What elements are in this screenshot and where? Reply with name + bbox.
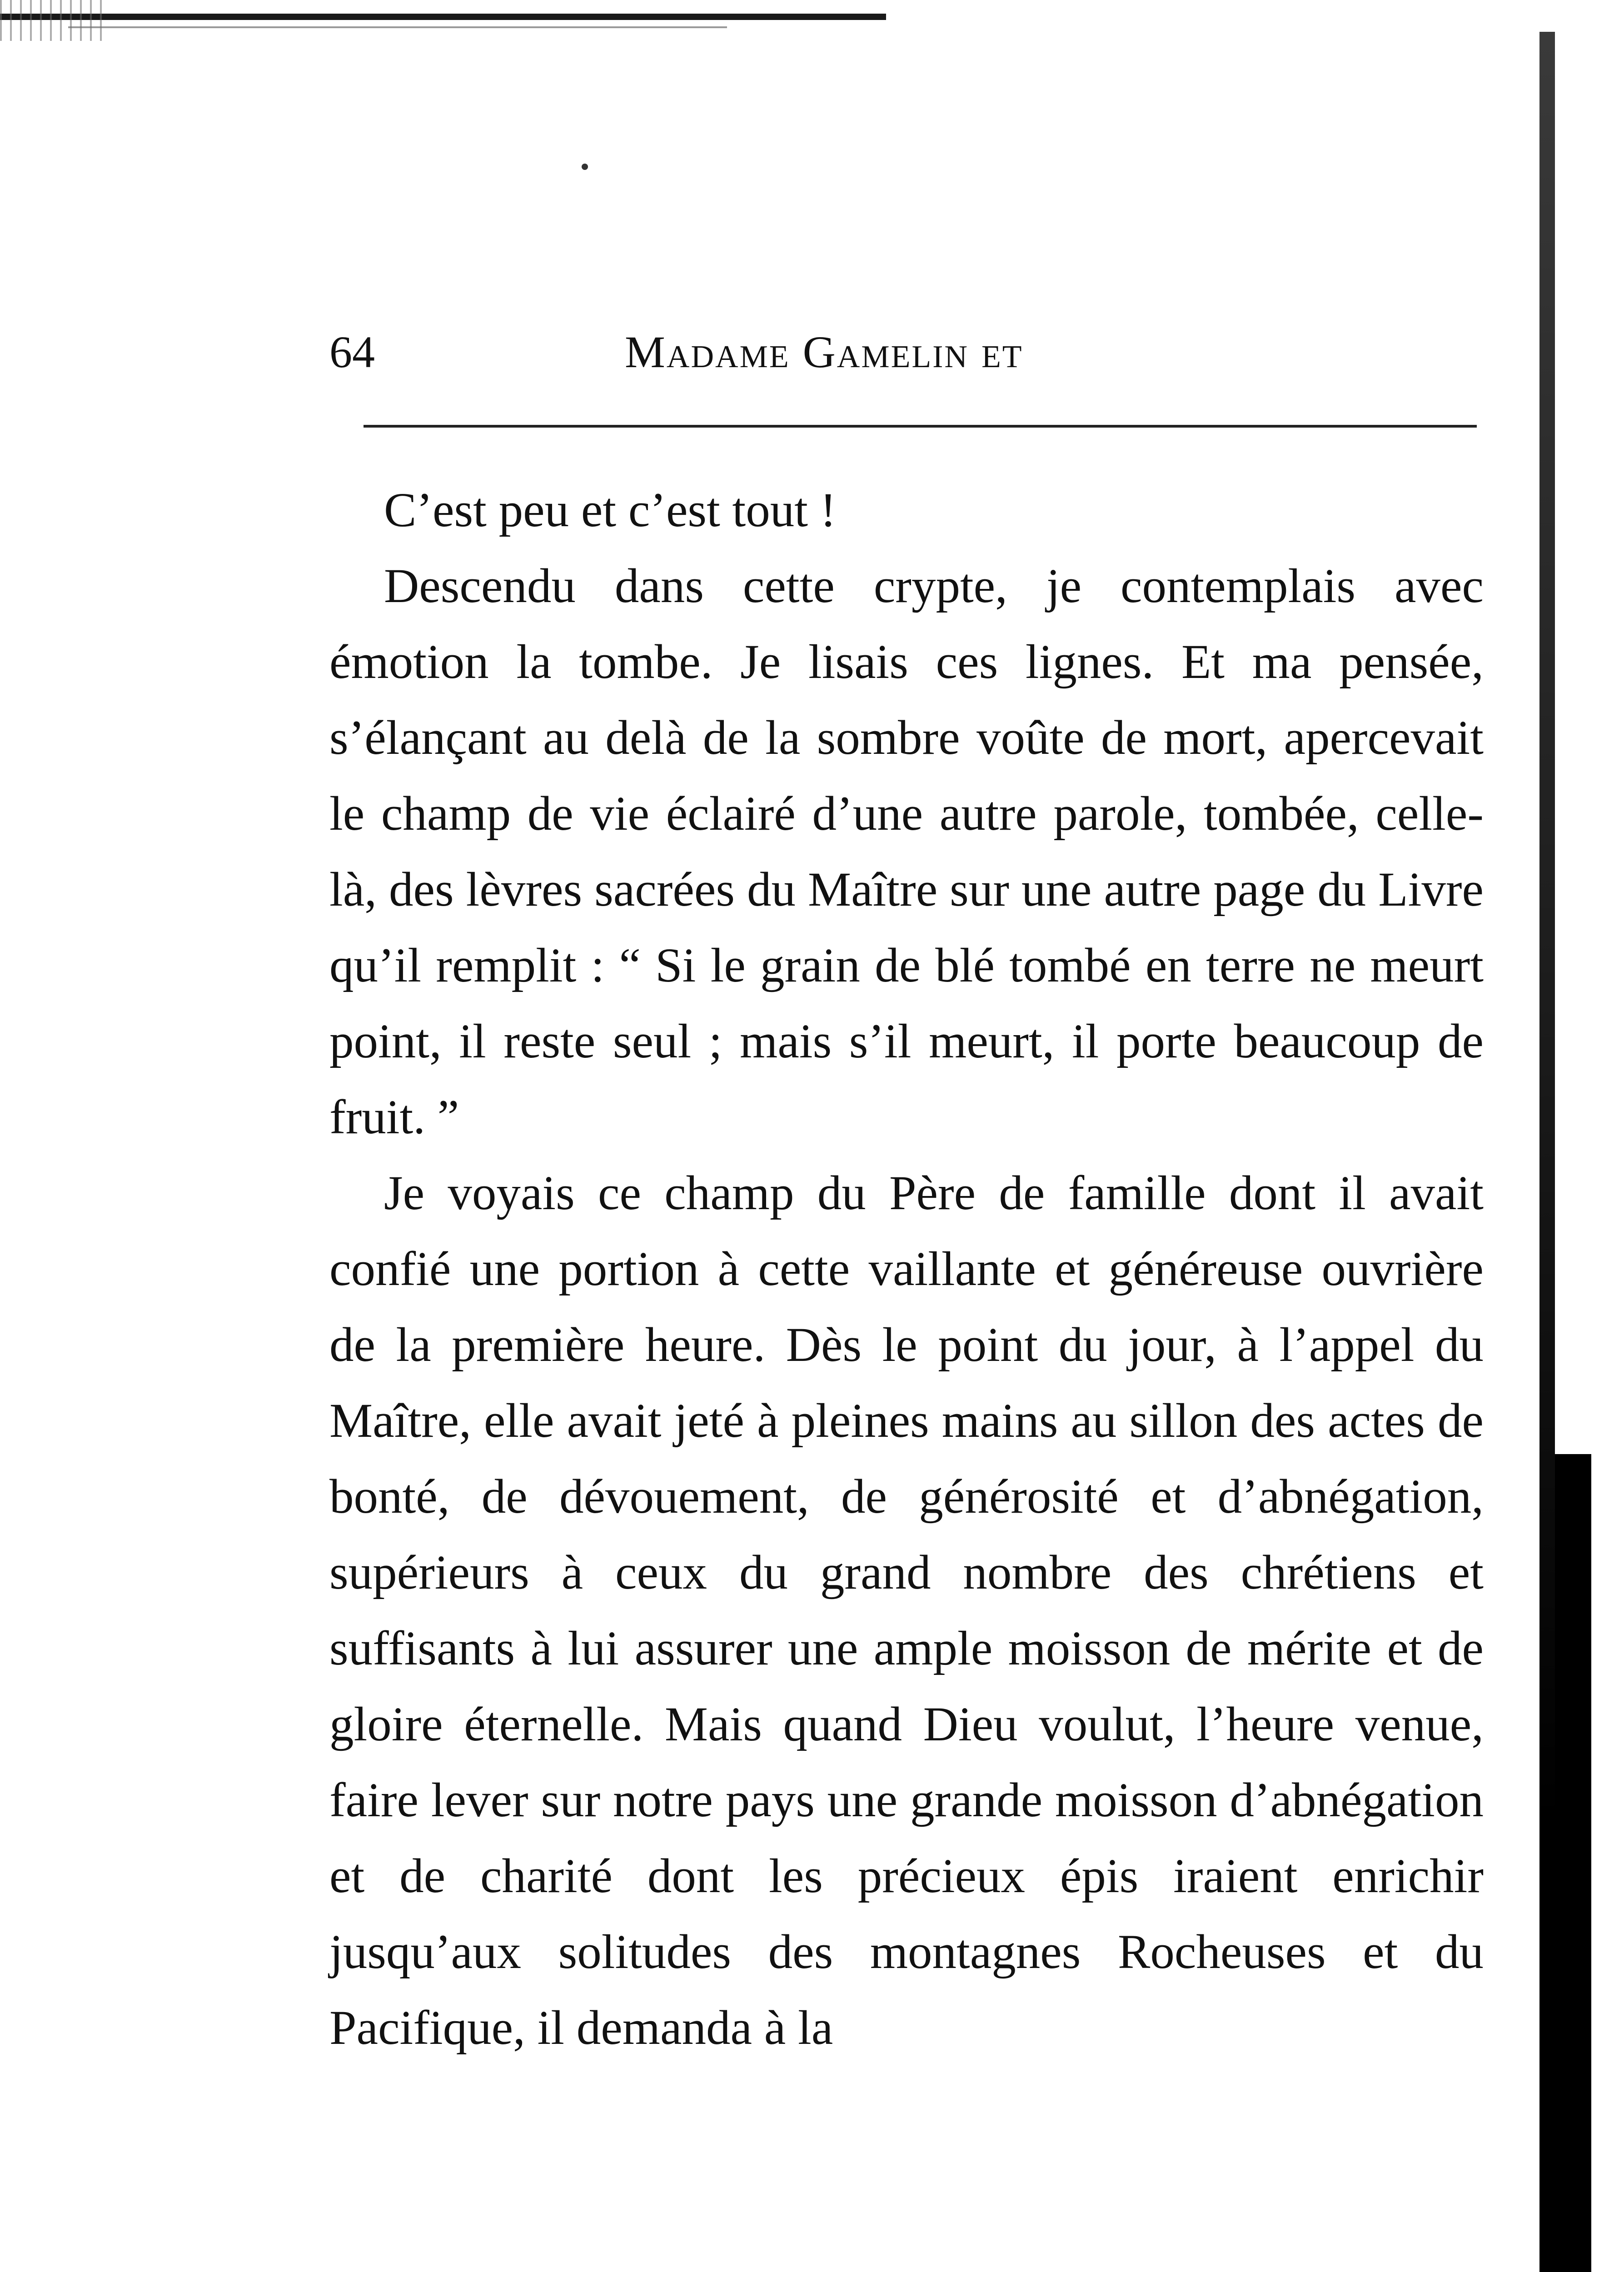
body-text xyxy=(329,473,1484,2066)
scan-top-edge-rule xyxy=(0,14,886,20)
scan-right-edge-shadow xyxy=(1539,32,1555,2272)
scan-top-edge-rule-thin xyxy=(68,26,727,28)
paragraph: C’est peu et c’est tout ! xyxy=(384,483,837,537)
scan-speck xyxy=(582,164,588,170)
paragraph: Je voyais ce champ du Père de famille dont il avait confié une portion à cette vaillante et généreuse ouvrière de la première heure. Dès le point du jour, à l’appel du Maître, elle avait jeté à pleines mains au sillon des actes de bonté, de dévouement, de générosité et d’abnégation, supérieurs à ceux du grand nombre des chrétiens et suffisants à lui assurer une ample moisson de mérite et de gloire éternelle. Mais quand Dieu voulut, l’heure venue, faire lever sur notre pays une grande moisson d’abnégation et de charité dont les précieux épis iraient enrichir jusqu’aux solitudes des montagnes Rocheuses et du Pacifique, il demanda à la xyxy=(329,1166,1484,2055)
header-rule xyxy=(364,425,1477,428)
paragraph: Descendu dans cette crypte, je contemplais avec émotion la tombe. Je lisais ces lignes. Et ma pensée, s’élançant au delà de la sombre voûte de mort, apercevait le champ de vie éclairé d’une autre parole, tombée, celle-là, des lèvres sacrées du Maître sur une autre page du Livre qu’il remplit : “ Si le grain de blé tombé en terre ne meurt point, il reste seul ; mais s’il meurt, il porte beaucoup de fruit. ” xyxy=(329,559,1484,1144)
running-title: Madame Gamelin et xyxy=(625,327,1023,377)
page-header xyxy=(329,314,1484,391)
page-number: 64 xyxy=(329,327,375,377)
scan-right-edge-shadow-lower xyxy=(1555,1454,1591,2272)
scan-left-edge-noise-top xyxy=(0,0,105,41)
